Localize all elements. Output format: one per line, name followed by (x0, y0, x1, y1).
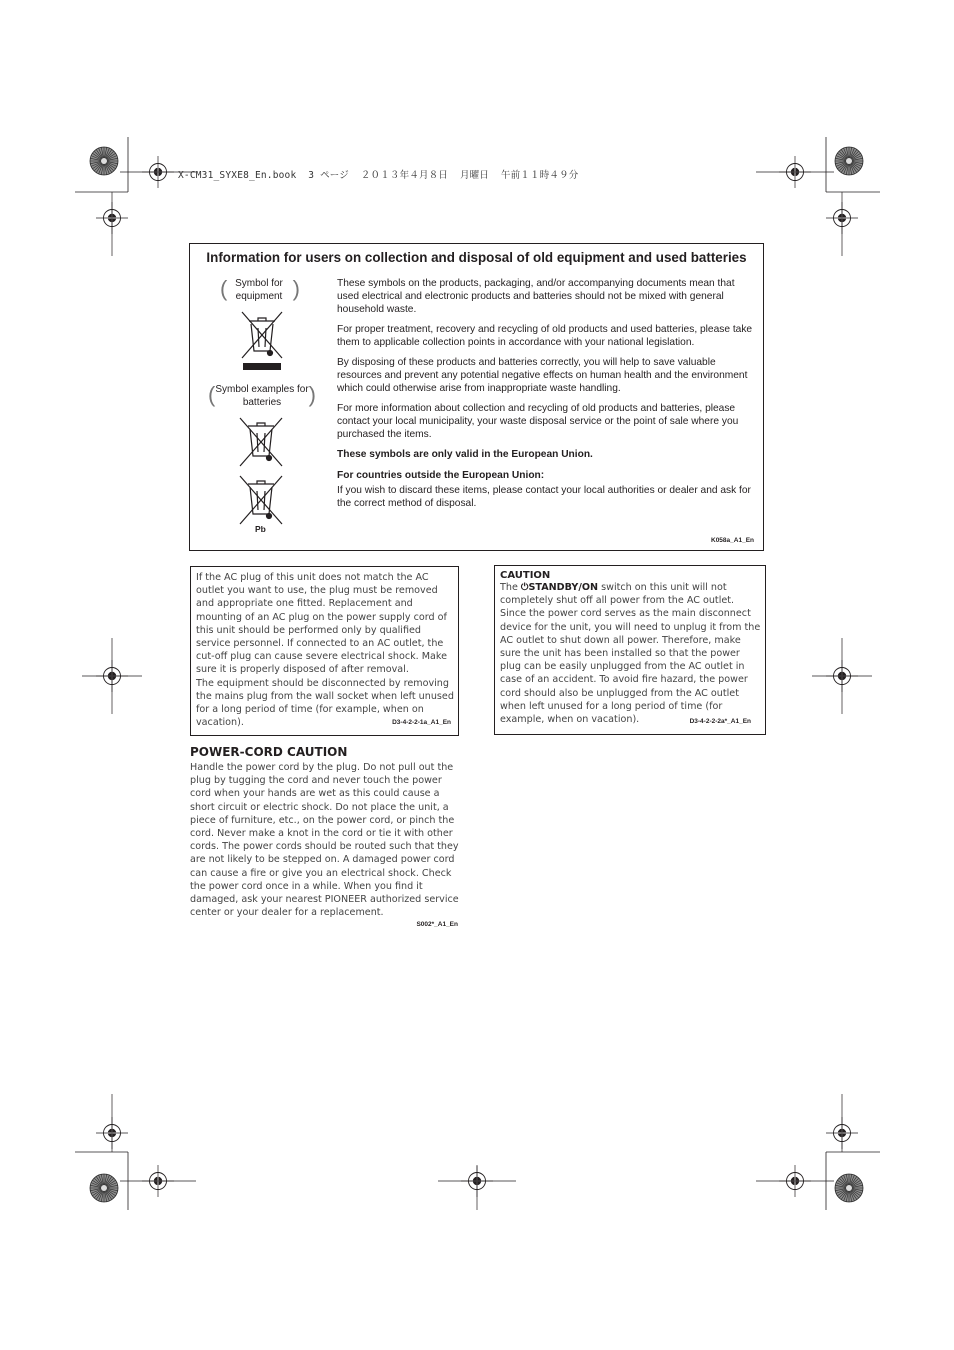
weee-title: Information for users on collection and disposal of old equipment and used batteries (206, 250, 747, 265)
ac-plug-disconnect-text: The equipment should be disconnected by removing the mains plug from the wall socket when left unused for a long period of time (for example, when on vacation). (196, 677, 454, 729)
ac-plug-code: D3-4-2-2-1a_A1_En (392, 719, 451, 726)
weee-code: K058a_A1_En (711, 537, 754, 544)
power-cord-text: Handle the power cord by the plug. Do not pull out the plug by tugging the cord and never touch the power cord when your hands are wet as this could cause a short circuit or electric shock. Do not place the unit, a piece of furniture, etc., on the power cord, or pinch the cord. Never make a knot in the cord or tie it with other cords. The power cords should be routed such that they are not likely to be stepped on. A damaged power cord can cause a fire or give you an electrical shock. Check the power cord once in a while. When you find it damaged, ask your nearest PIONEER authorized service center or your dealer for a replacement. (190, 762, 459, 919)
caution-box (494, 565, 766, 735)
ac-plug-box (190, 566, 459, 736)
caution-code: D3-4-2-2-2a*_A1_En (689, 718, 751, 725)
bracket-right-icon: ) (292, 276, 300, 301)
ac-plug-text: If the AC plug of this unit does not match the AC outlet you want to use, the plug must be removed and appropriate one fitted. Replacement and mounting of an AC plug on the power supply cord of this unit should be performed only by qualified service personnel. If connected to an AC outlet, the cut-off plug can cause severe electrical shock. Make sure it is properly disposed of after removal. (196, 572, 448, 676)
caution-title: CAUTION (500, 570, 551, 581)
symbol-equipment-label: ( Symbol for equipment ) (220, 276, 300, 302)
power-icon: ⏻ (520, 582, 529, 593)
standby-on-label: STANDBY/ON (528, 582, 599, 593)
slug-line: X-CM31_SYXE8_En.book 3 ページ ２０１３年４月８日 月曜日 午前１１時４９分 (178, 170, 579, 181)
weee-paragraph: By disposing of these products and batteries correctly, you will help to save valuable resources and prevent any potential negative effects on human health and the environment which could otherwise arise from inappropriate waste handling. (337, 357, 748, 394)
weee-info-box (189, 243, 764, 551)
weee-paragraph: For proper treatment, recovery and recycling of old products and used batteries, please take them to applicable collection points in accordance with your national legislation. (337, 324, 753, 348)
bracket-left-icon: ( (220, 276, 228, 301)
outside-eu-text: If you wish to discard these items, please contact your local authorities or dealer and ask for the correct method of disposal. (337, 485, 751, 509)
bracket-right-icon: ) (308, 382, 316, 407)
pb-label: Pb (255, 524, 266, 534)
bracket-left-icon: ( (208, 382, 216, 407)
power-cord-heading: POWER-CORD CAUTION (190, 745, 348, 759)
outside-eu-heading: For countries outside the European Union: (337, 470, 545, 481)
symbol-batteries-label: ( Symbol examples for batteries ) (208, 382, 316, 408)
power-cord-code: S002*_A1_En (416, 921, 458, 928)
eu-only-note: These symbols are only valid in the European Union. (337, 449, 593, 460)
caution-text: The ⏻STANDBY/ON switch on this unit will not completely shut off all power from the AC outlet. Since the power cord serves as the main disconnect device for the unit, you will need to unplug it from the AC outlet to shut down all power. Therefore, make sure the unit has been installed so that the power plug can be easily unplugged from the AC outlet in case of an accident. To avoid fire hazard, the power cord should also be unplugged from the AC outlet when left unused for a long period of time (for example, when on vacation). (500, 582, 761, 726)
weee-paragraph: For more information about collection and recycling of old products and batteries, please contact your local municipality, your waste disposal service or the point of sale where you purchased the items. (337, 403, 739, 440)
crossed-out-bin-icon (238, 308, 286, 371)
weee-text (337, 277, 757, 517)
crossed-out-bin-icon (237, 416, 285, 468)
crossed-out-bin-icon (237, 474, 285, 526)
weee-paragraph: These symbols on the products, packaging, and/or accompanying documents mean that used electrical and electronic products and batteries should not be mixed with general household waste. (337, 278, 735, 315)
